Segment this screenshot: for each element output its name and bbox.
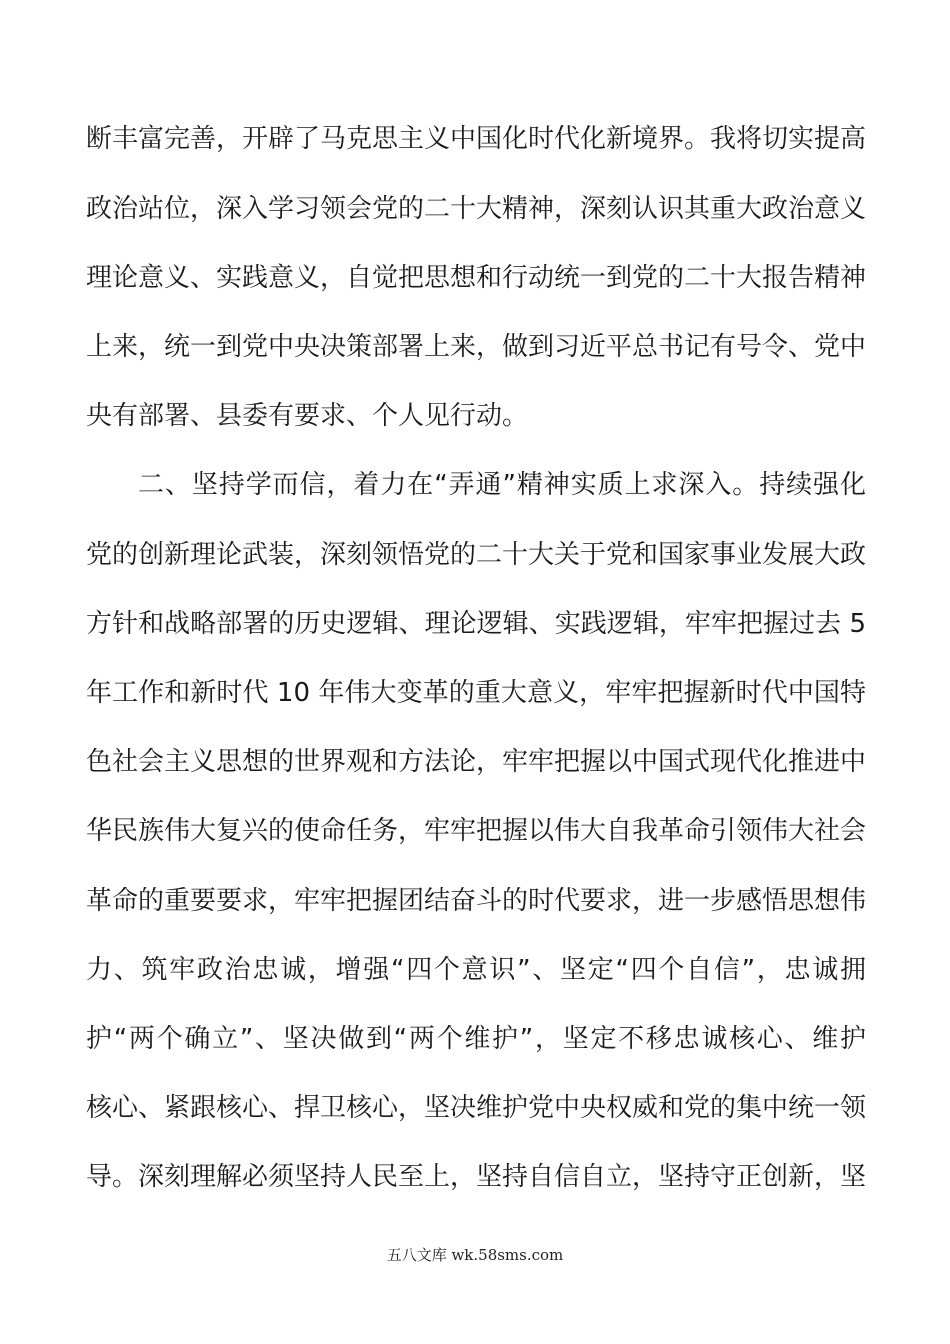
text-line-4: 上来，统一到党中央决策部署上来，做到习近平总书记有号令、党中 [86,332,867,362]
text-line-9: 年工作和新时代 10 年伟大变革的重大意义，牢牢把握新时代中国特 [86,678,866,708]
text-line-15: 核心、紧跟核心、捍卫核心，坚决维护党中央权威和党的集中统一领 [86,1093,867,1123]
text-line-10: 色社会主义思想的世界观和方法论，牢牢把握以中国式现代化推进中 [86,747,867,777]
footer-watermark: 五八文库 wk.58sms.com [386,1246,564,1264]
text-line-12: 革命的重要要求，牢牢把握团结奋斗的时代要求，进一步感悟思想伟 [86,886,867,916]
text-line-8: 方针和战略部署的历史逻辑、理论逻辑、实践逻辑，牢牢把握过去 5 [86,609,866,639]
text-line-11: 华民族伟大复兴的使命任务，牢牢把握以伟大自我革命引领伟大社会 [86,816,867,846]
text-line-2: 政治站位，深入学习领会党的二十大精神，深刻认识其重大政治意义 [86,194,867,224]
text-line-13: 力、筑牢政治忠诚，增强“四个意识”、坚定“四个自信”，忠诚拥 [86,955,866,985]
text-line-7: 党的创新理论武装，深刻领悟党的二十大关于党和国家事业发展大政 [86,540,867,570]
text-line-16: 导。深刻理解必须坚持人民至上，坚持自信自立，坚持守正创新，坚 [86,1162,867,1192]
text-line-3: 理论意义、实践意义，自觉把思想和行动统一到党的二十大报告精神 [86,263,867,293]
section-heading-line: 二、坚持学而信，着力在“弄通”精神实质上求深入。持续强化 [138,470,866,500]
text-line-14: 护“两个确立”、坚决做到“两个维护”，坚定不移忠诚核心、维护 [86,1024,866,1054]
text-line-5: 央有部署、县委有要求、个人见行动。 [86,401,529,431]
text-line-1: 断丰富完善，开辟了马克思主义中国化时代化新境界。我将切实提高 [86,124,867,154]
